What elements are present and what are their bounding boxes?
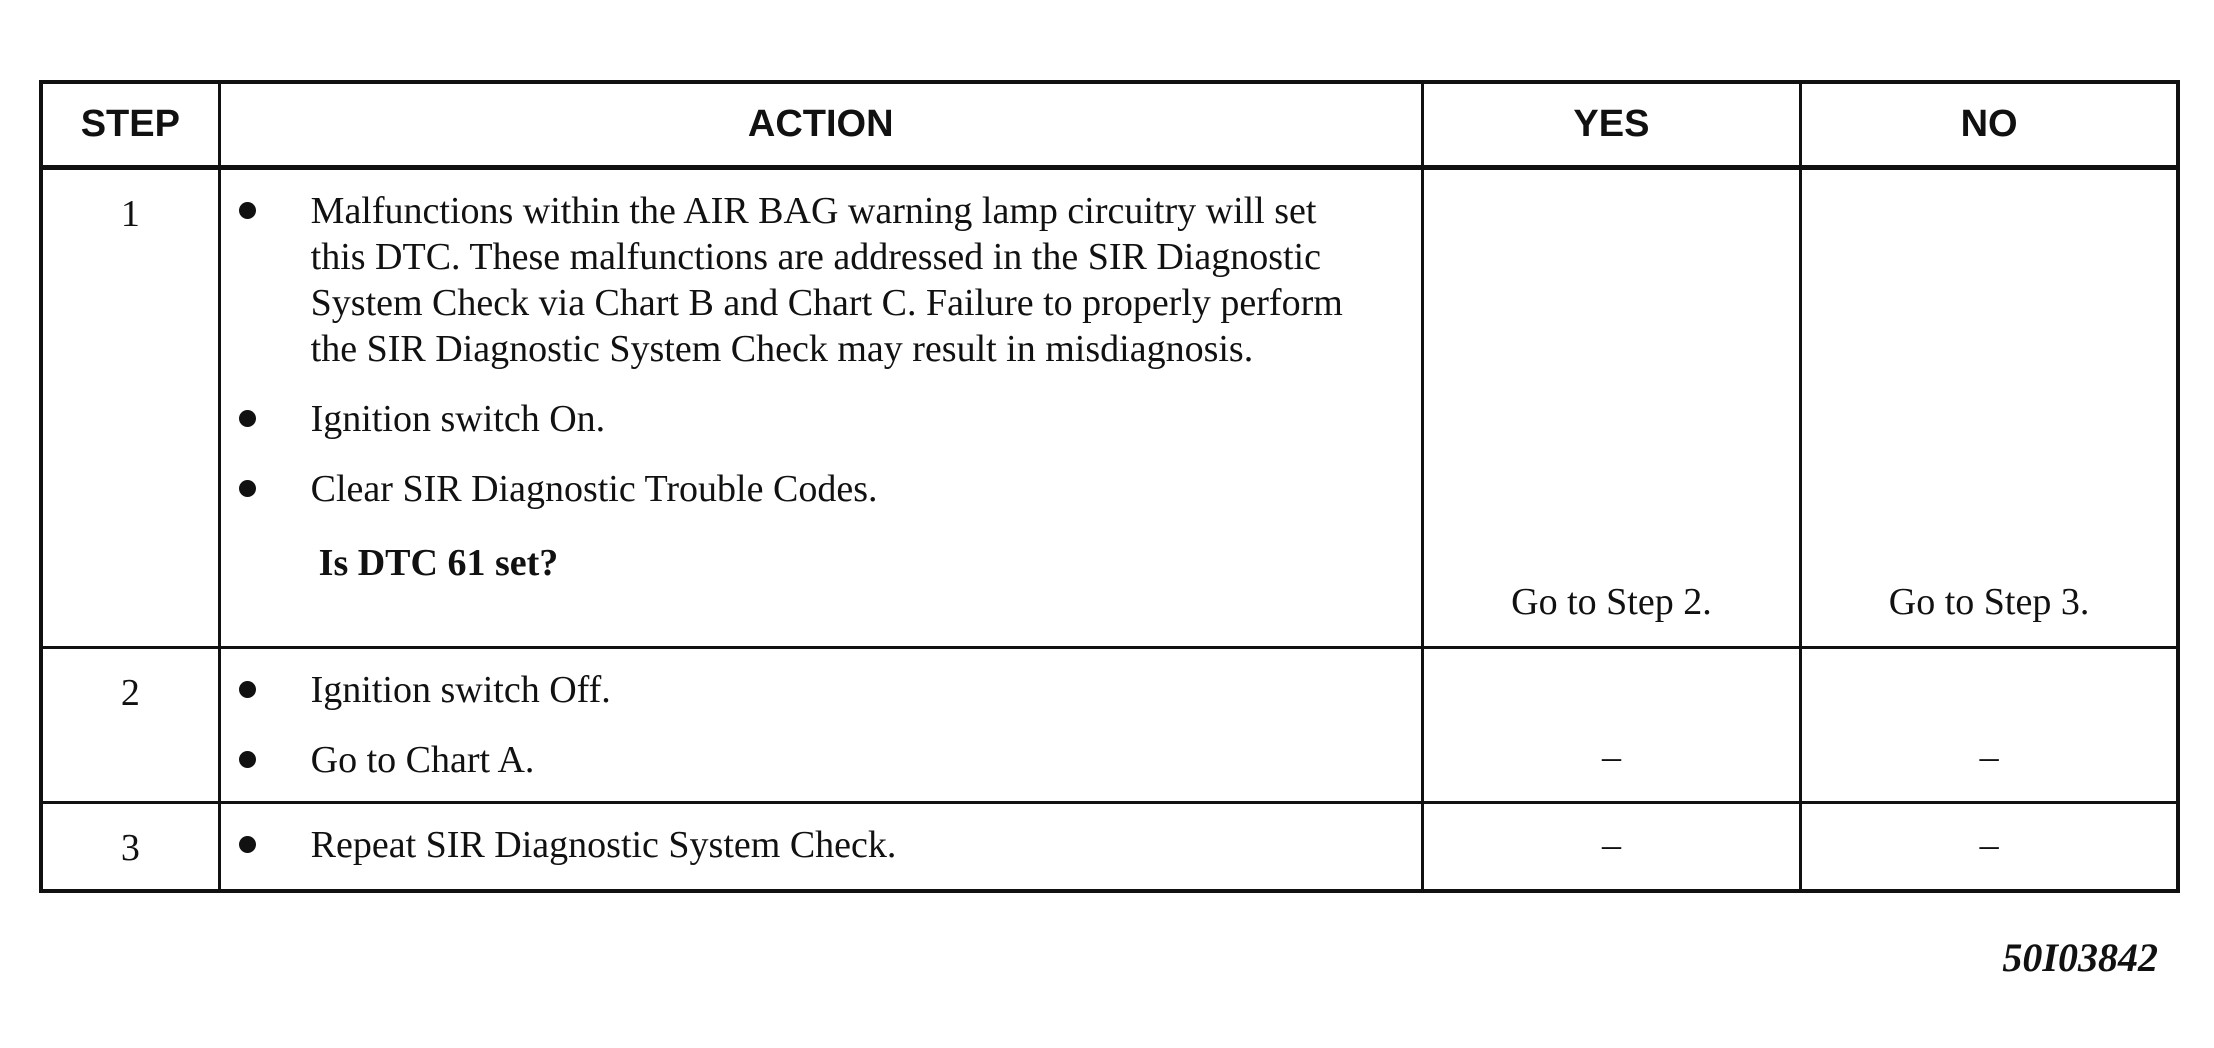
action-cell — [219, 648, 1422, 803]
step-number: 1 — [41, 167, 219, 648]
table-header — [41, 82, 2178, 167]
action-text: Ignition switch On. — [310, 397, 606, 440]
yes-result: – — [1422, 648, 1800, 803]
diagnostic-table — [39, 80, 2180, 893]
action-cell — [219, 803, 1422, 891]
table-row — [41, 803, 2178, 891]
action-item — [221, 188, 1381, 372]
bullet-icon — [239, 836, 256, 853]
step-number: 3 — [41, 803, 219, 891]
action-text: Go to Chart A. — [310, 739, 535, 782]
bullet-icon — [239, 410, 256, 427]
action-item — [221, 822, 1381, 868]
bullet-icon — [239, 202, 256, 219]
bullet-icon — [239, 480, 256, 497]
no-result: – — [1801, 803, 2178, 891]
action-item — [221, 396, 1381, 442]
action-text: Malfunctions within the AIR BAG warning lamp circuitry will set this DTC. These malfunctions are addressed in the SIR Diagnostic System Check via Chart B and Chart C. Failure to properly perform the SIR Diagnostic System Check may result in misdiagnosis. — [310, 189, 1343, 370]
yes-result: Go to Step 2. — [1422, 167, 1800, 648]
table-row — [41, 167, 2178, 648]
action-item — [221, 667, 1381, 713]
action-item — [221, 737, 1381, 783]
action-cell — [219, 167, 1422, 648]
bullet-icon — [239, 681, 256, 698]
question-text: Is DTC 61 set? — [318, 541, 559, 584]
header-step: STEP — [41, 82, 219, 167]
figure-id: 50I03842 — [2002, 935, 2158, 980]
yes-result: – — [1422, 803, 1800, 891]
action-text: Repeat SIR Diagnostic System Check. — [310, 824, 897, 867]
table-row — [41, 648, 2178, 803]
bullet-icon — [239, 751, 256, 768]
no-result: Go to Step 3. — [1801, 167, 2178, 648]
no-result: – — [1801, 648, 2178, 803]
action-item — [221, 466, 1381, 512]
header-action: ACTION — [219, 82, 1422, 167]
action-text: Clear SIR Diagnostic Trouble Codes. — [310, 467, 878, 510]
action-text: Ignition switch Off. — [310, 669, 611, 712]
header-no: NO — [1801, 82, 2178, 167]
header-yes: YES — [1422, 82, 1800, 167]
step-number: 2 — [41, 648, 219, 803]
